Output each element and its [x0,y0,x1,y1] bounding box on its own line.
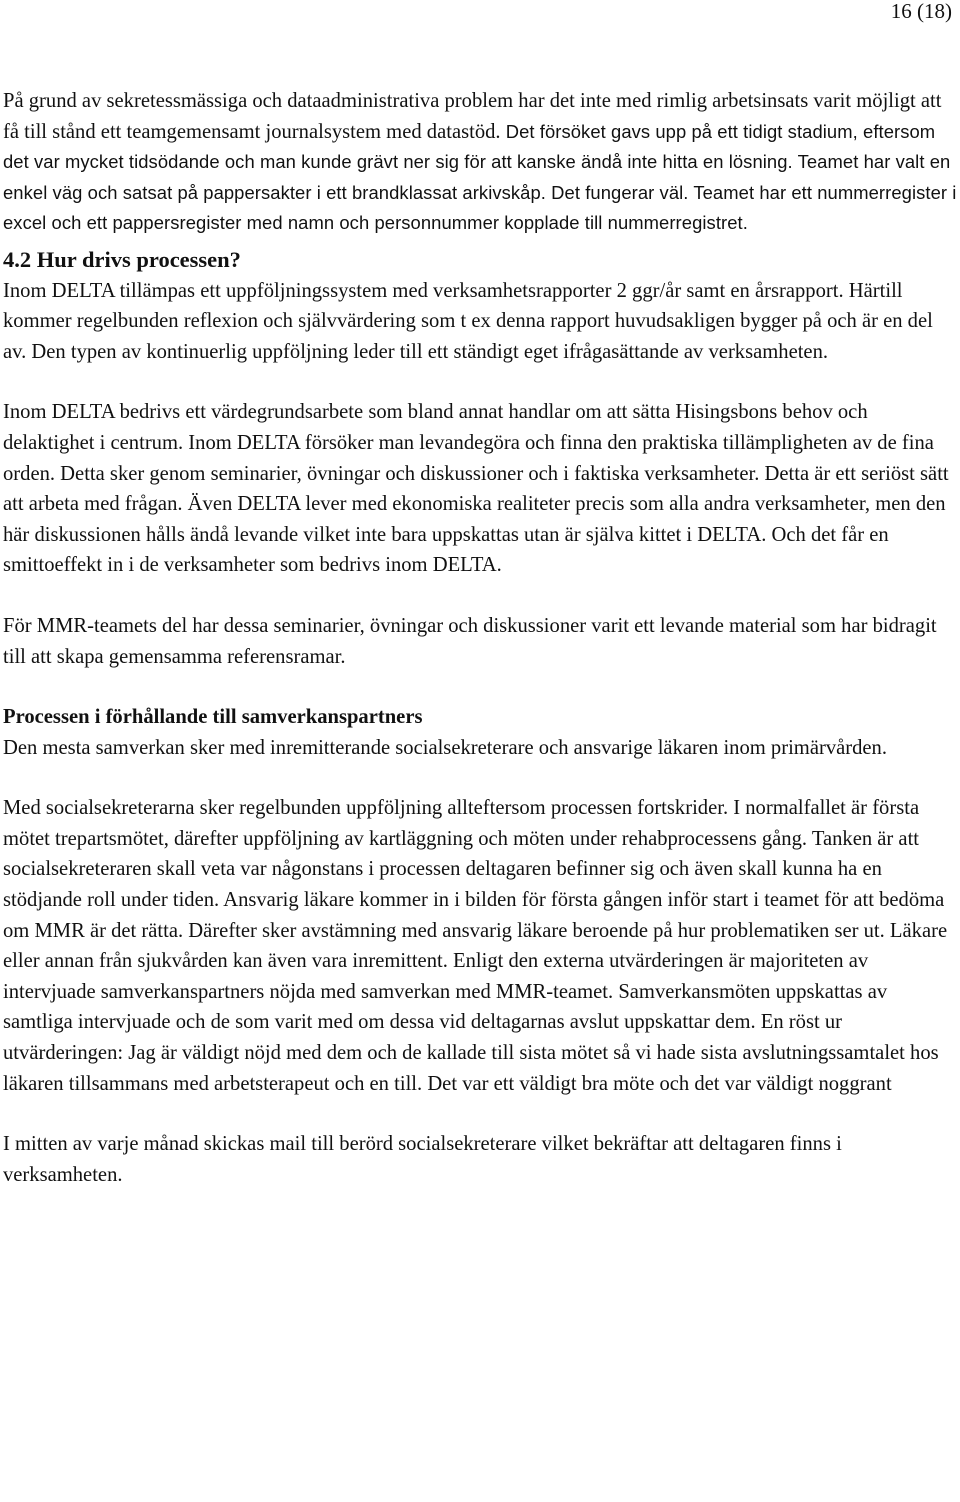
paragraph-gap [3,672,959,702]
paragraph-gap [3,763,959,793]
paragraph-journal-system-sentence-1: På grund av sekretessmässiga och dataadministrativa problem har det inte med rimlig arbetsinsats varit möjligt att få till stånd ett teamgemensamt journalsystem med datastöd. [3,90,942,143]
document-body [3,86,959,1190]
page-number: 16 (18) [890,0,952,23]
paragraph-follow-up-system: Inom DELTA tillämpas ett uppföljningssystem med verksamhetsrapporter 2 ggr/år samt en årsrapport. Härtill kommer regelbunden reflexion och självvärdering som t ex denna rapport huvudsakligen bygger på och är en del av. Den typen av kontinuerlig uppföljning leder till ett ständigt eget ifrågasättande av verksamheten. [3,279,933,363]
paragraph-journal-system-sentence-2: Det försöket gavs upp på ett tidigt stadium, eftersom det var mycket tidsödande och man kunde grävt ner sig för att kanske ändå inte hitta en lösning. Teamet har valt en enkel väg och satsat på pappersakter i ett brandklassat arkivskåp. Det fungerar väl. Teamet har ett nummerregister i excel och ett pappersregister med namn och personnummer kopplade till nummerregistret. [3,120,957,234]
paragraph-mmr-seminars: För MMR-teamets del har dessa seminarier, övningar och diskussioner varit ett levande material som har bidragit till att skapa gemensamma referensramar. [3,614,937,668]
paragraph-gap [3,1099,959,1129]
paragraph-gap [3,367,959,397]
paragraph-social-workers: Med socialsekreterarna sker regelbunden uppföljning allteftersom processen fortskrider. I normalfallet är första mötet trepartsmötet, därefter uppföljning av kartläggning och möten under rehabprocessens gång. Tanken är att socialsekreteraren skall veta var någonstans i processen deltagaren befinner sig och även skall kunna ha en stödjande roll under tiden. Ansvarig läkare kommer in i bilden för första gången inför start i teamet för att bedöma om MMR är det rätta. Därefter sker avstämning med ansvarig läkare beroende på hur problematiken ser ut. Läkare eller annan från sjukvården kan även vara inremittent. Enligt den externa utvärderingen är majoriteten av intervjuade samverkanspartners nöjda med samverkan med MMR-teamet. Samverkansmöten uppskattas av samtliga intervjuade och de som varit med om dessa vid deltagarnas avslut uppskattar dem. En röst ur utvärderingen: Jag är väldigt nöjd med dem och de kallade till sista mötet så vi hade sista avslutningssamtalet hos läkaren tillsammans med arbetsterapeut och en till. Det var ett väldigt bra möte och det var väldigt noggrant [3,797,948,1095]
paragraph-journal-system [3,86,959,239]
paragraph-partners-intro: Den mesta samverkan sker med inremitterande socialsekreterare och ansvarige läkaren inom primärvården. [3,736,888,759]
section-heading-4-2: 4.2 Hur drivs processen? [3,246,241,272]
paragraph-monthly-mail: I mitten av varje månad skickas mail till berörd socialsekreterare vilket bekräftar att deltagaren finns i verksamheten. [3,1133,842,1186]
subheading-partners: Processen i förhållande till samverkanspartners [3,706,423,729]
paragraph-value-work: Inom DELTA bedrivs ett värdegrundsarbete som bland annat handlar om att sätta Hisingsbons behov och delaktighet i centrum. Inom DELTA försöker man levandegöra och finna den praktiska tillämpligheten av de fina orden. Detta sker genom seminarier, övningar och diskussioner och i faktiska verksamheter. Detta är ett seriöst sätt att arbeta med frågan. Även DELTA lever med ekonomiska realiteter precis som alla andra verksamheter, men den här diskussionen hålls ändå levande vilket inte bara uppskattas utan är själva kittet i DELTA. Och det får en smittoeffekt in i de verksamheter som bedrivs inom DELTA. [3,401,949,577]
paragraph-gap [3,581,959,611]
